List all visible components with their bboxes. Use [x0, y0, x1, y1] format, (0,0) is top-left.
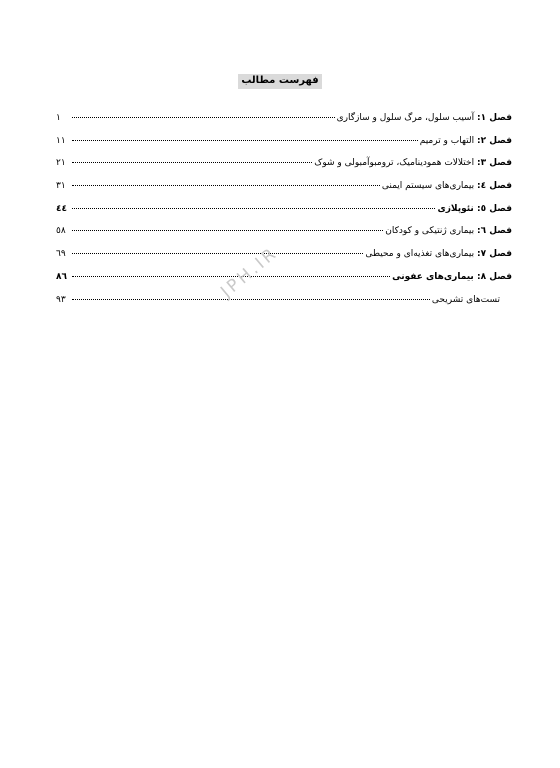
toc-entry-label [385, 225, 512, 237]
toc-entry-chapter: فصل ۲: [476, 135, 512, 146]
toc-entry-title: اختلالات همودینامیک، ترومبوآمبولی و شوک [314, 158, 477, 169]
toc-entry-page: ۹۳ [56, 294, 66, 305]
toc-entry-chapter: فصل ۸: [476, 271, 512, 282]
toc-entry-page: ۱۱ [56, 135, 66, 146]
toc-entry[interactable] [56, 294, 512, 317]
toc-entry-title: بیماری ژنتیکی و کودکان [385, 226, 477, 237]
toc-entry-chapter: فصل ٥: [476, 203, 512, 214]
toc-entry-title: التهاب و ترمیم [419, 135, 477, 146]
toc-list [56, 112, 512, 316]
toc-entry-title: بیماری‌های تغذیه‌ای و محیطی [365, 249, 477, 260]
toc-leader-dots [72, 162, 312, 163]
toc-entry-label [437, 203, 512, 215]
toc-entry-chapter: فصل ۱: [476, 113, 512, 123]
toc-entry-label [382, 180, 512, 192]
toc-entry-chapter: فصل ۳: [476, 158, 512, 169]
toc-entry-title: نئوپلازی [437, 203, 477, 214]
toc-leader-dots [72, 140, 418, 141]
toc-leader-dots [72, 230, 383, 231]
toc-entry-label [337, 112, 512, 124]
toc-entry[interactable] [56, 112, 512, 135]
toc-entry-page: ۱ [56, 113, 61, 123]
toc-entry-title: تست‌های تشریحی [431, 294, 500, 305]
toc-entry[interactable] [56, 135, 512, 158]
toc-entry-label [420, 135, 512, 147]
toc-entry-title: بیماری‌های سیستم ایمنی [381, 181, 477, 192]
watermark-text: JPH.IR [217, 242, 283, 302]
toc-entry-page: ۳۱ [56, 181, 66, 192]
toc-entry-label [365, 248, 512, 260]
toc-entry-chapter: فصل ۷: [476, 249, 512, 260]
toc-leader-dots [72, 253, 363, 254]
toc-leader-dots [72, 208, 435, 209]
toc-entry-chapter: فصل ٦: [476, 226, 512, 237]
toc-entry-chapter: فصل ٤: [476, 181, 512, 192]
toc-entry-page: ٦٩ [56, 249, 66, 260]
toc-entry[interactable] [56, 248, 512, 271]
toc-entry-title: آسیب سلول، مرگ سلول و سازگاری [336, 113, 477, 123]
toc-entry[interactable] [56, 271, 512, 294]
toc-entry-label [392, 271, 512, 283]
toc-entry[interactable] [56, 203, 512, 226]
toc-entry[interactable] [56, 180, 512, 203]
toc-entry-page: ۸٦ [56, 271, 67, 282]
toc-heading-text: فهرست مطالب [238, 74, 321, 89]
toc-entry[interactable] [56, 157, 512, 180]
toc-entry-title: بیماری‌های عفونی [392, 271, 477, 282]
toc-entry-page: ۲۱ [56, 158, 66, 169]
toc-leader-dots [72, 185, 380, 186]
toc-entry-label [314, 157, 512, 169]
toc-leader-dots [72, 117, 335, 118]
toc-entry-label [432, 294, 512, 306]
toc-entry-page: ٤٤ [56, 203, 67, 214]
toc-heading [0, 68, 560, 89]
toc-leader-dots [72, 299, 430, 300]
toc-entry-page: ٥٨ [56, 226, 66, 237]
toc-entry[interactable] [56, 225, 512, 248]
